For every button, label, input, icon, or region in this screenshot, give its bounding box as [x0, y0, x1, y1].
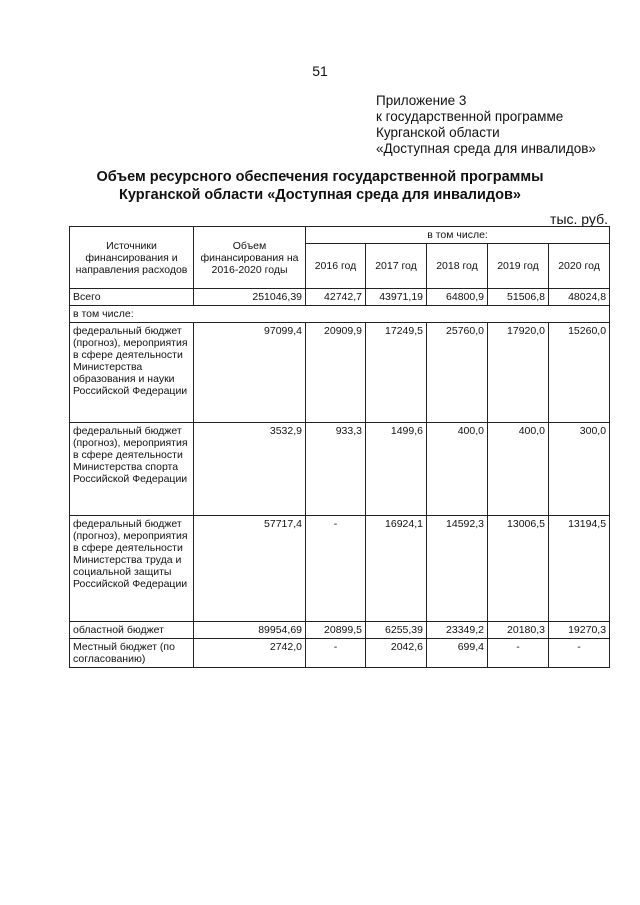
row-total: 251046,39: [194, 289, 306, 306]
header-total: Объем финансирования на 2016-2020 годы: [194, 227, 306, 289]
row-label: Местный бюджет (по согласованию): [70, 639, 194, 668]
table-subheader-row: [70, 306, 610, 323]
row-year-value: 51506,8: [488, 289, 549, 306]
row-year-value: -: [306, 639, 366, 668]
row-year-value: 17249,5: [366, 323, 427, 423]
row-total: 2742,0: [194, 639, 306, 668]
units-label: тыс. руб.: [550, 211, 608, 227]
table-row: [70, 639, 610, 668]
row-year-value: -: [306, 516, 366, 622]
row-year-value: -: [488, 639, 549, 668]
appendix-line: к государственной программе: [376, 109, 564, 124]
row-year-value: 933,3: [306, 423, 366, 516]
document-title: [0, 168, 640, 204]
row-year-value: 14592,3: [427, 516, 488, 622]
appendix-line: Приложение 3: [376, 93, 467, 108]
row-label: федеральный бюджет (прогноз), мероприятия в сфере деятельности Министерства спорта Российской Федерации: [70, 423, 194, 516]
table-row: [70, 622, 610, 639]
row-year-value: 699,4: [427, 639, 488, 668]
table-row: [70, 423, 610, 516]
subheader-label: в том числе:: [70, 306, 610, 323]
header-including: в том числе:: [306, 227, 610, 244]
row-year-value: 23349,2: [427, 622, 488, 639]
table-row: [70, 323, 610, 423]
funding-table: [69, 226, 610, 668]
row-year-value: 2042,6: [366, 639, 427, 668]
title-line: Объем ресурсного обеспечения государственной программы: [96, 169, 544, 185]
row-year-value: 400,0: [427, 423, 488, 516]
row-year-value: 20180,3: [488, 622, 549, 639]
appendix-note: [376, 93, 596, 157]
row-label: областной бюджет: [70, 622, 194, 639]
table-row-total: [70, 289, 610, 306]
header-year: 2016 год: [306, 244, 366, 289]
row-year-value: 16924,1: [366, 516, 427, 622]
title-line: Курганской области «Доступная среда для инвалидов»: [119, 187, 521, 203]
row-year-value: 25760,0: [427, 323, 488, 423]
page-number: 51: [312, 63, 328, 79]
header-year: 2018 год: [427, 244, 488, 289]
row-year-value: 43971,19: [366, 289, 427, 306]
row-year-value: 20899,5: [306, 622, 366, 639]
table-row: [70, 516, 610, 622]
appendix-line: «Доступная среда для инвалидов»: [376, 141, 596, 156]
row-year-value: 17920,0: [488, 323, 549, 423]
row-year-value: 15260,0: [549, 323, 610, 423]
row-year-value: 13006,5: [488, 516, 549, 622]
row-label: Всего: [70, 289, 194, 306]
row-total: 57717,4: [194, 516, 306, 622]
appendix-line: Курганской области: [376, 125, 500, 140]
row-year-value: 64800,9: [427, 289, 488, 306]
row-year-value: 20909,9: [306, 323, 366, 423]
row-total: 3532,9: [194, 423, 306, 516]
row-year-value: 19270,3: [549, 622, 610, 639]
row-total: 89954,69: [194, 622, 306, 639]
row-year-value: -: [549, 639, 610, 668]
row-year-value: 13194,5: [549, 516, 610, 622]
row-year-value: 48024,8: [549, 289, 610, 306]
row-year-value: 300,0: [549, 423, 610, 516]
header-source: Источники финансирования и направления расходов: [70, 227, 194, 289]
row-label: федеральный бюджет (прогноз), мероприятия в сфере деятельности Министерства труда и социальной защиты Российской Федерации: [70, 516, 194, 622]
row-label: федеральный бюджет (прогноз), мероприятия в сфере деятельности Министерства образования и науки Российской Федерации: [70, 323, 194, 423]
row-year-value: 1499,6: [366, 423, 427, 516]
header-year: 2017 год: [366, 244, 427, 289]
header-year: 2019 год: [488, 244, 549, 289]
row-year-value: 400,0: [488, 423, 549, 516]
row-year-value: 6255,39: [366, 622, 427, 639]
header-year: 2020 год: [549, 244, 610, 289]
row-total: 97099,4: [194, 323, 306, 423]
row-year-value: 42742,7: [306, 289, 366, 306]
